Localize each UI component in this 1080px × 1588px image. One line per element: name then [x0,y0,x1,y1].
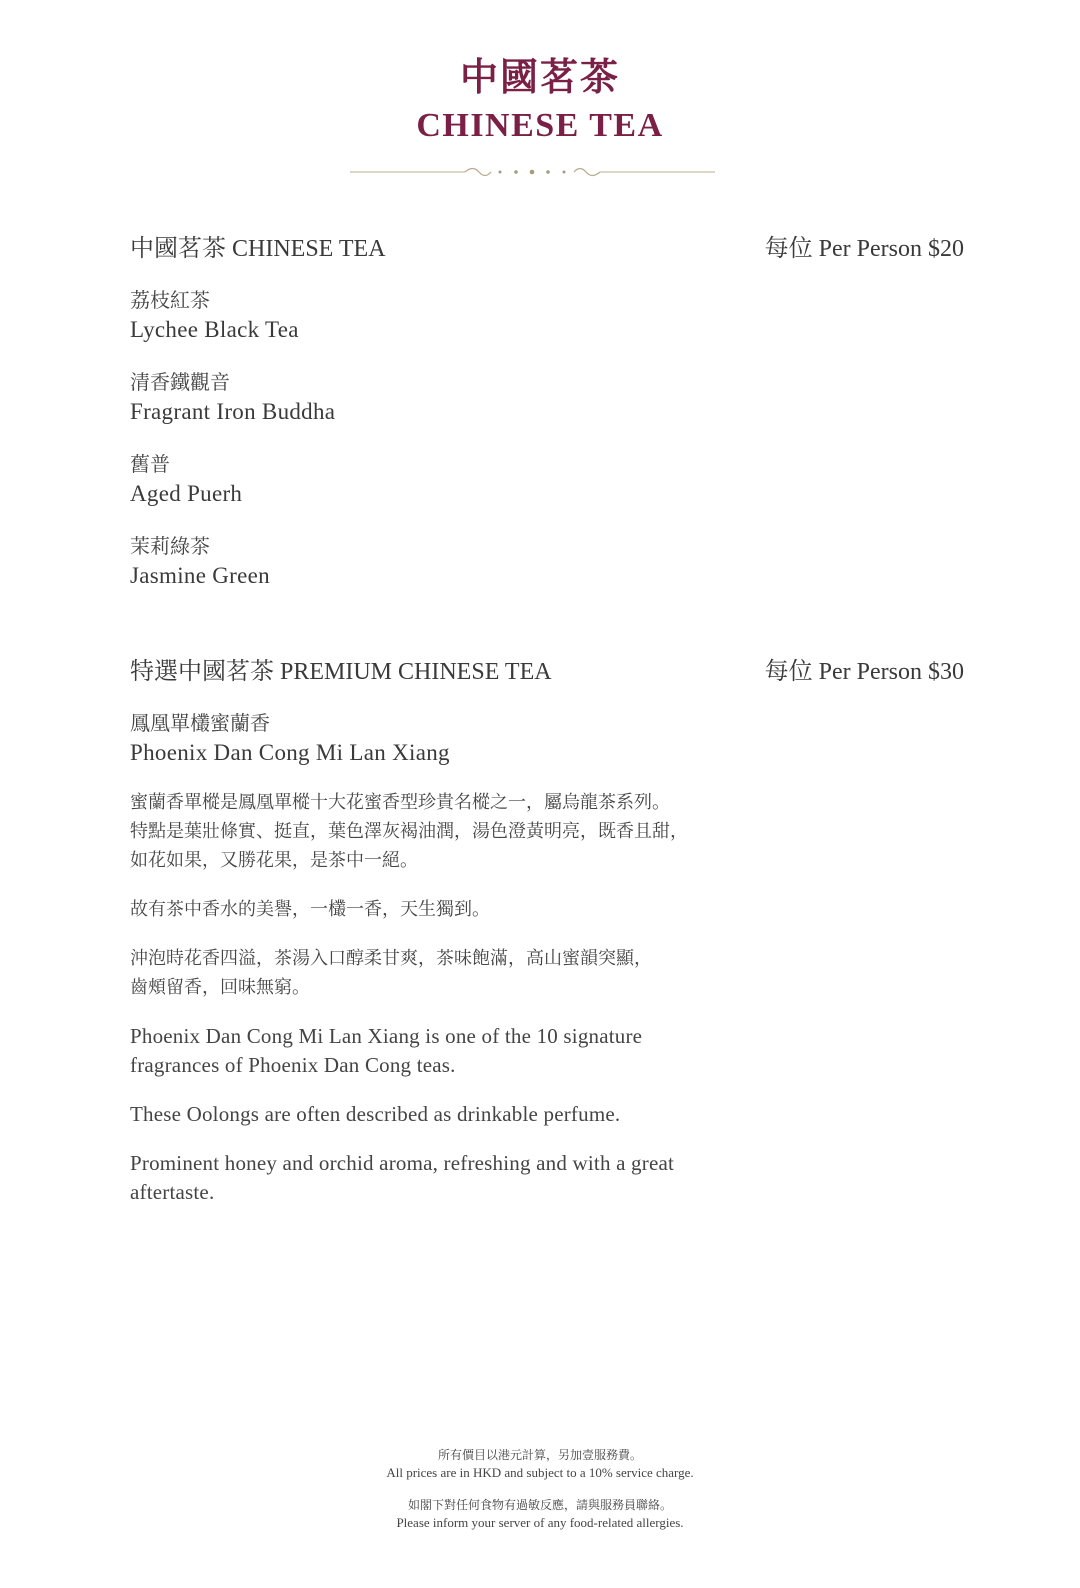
description-en-paragraph: These Oolongs are often described as drinkable perfume. [130,1102,621,1126]
item-name-zh: 清香鐵觀音 [130,370,230,394]
description-en-paragraph: Phoenix Dan Cong Mi Lan Xiang is one of the 10 signature fragrances of Phoenix Dan Cong teas. [130,1024,643,1077]
section-chinese-tea [130,233,964,591]
description-zh-paragraph: 故有茶中香水的美譽，一欉一香，天生獨到。 [130,899,490,920]
item-name-en: Fragrant Iron Buddha [130,399,336,424]
footer-text-zh: 如閣下對任何食物有過敏反應，請與服務員聯絡。 [407,1498,672,1512]
menu-item-aged-puerh [130,449,964,509]
menu-header [0,52,1080,148]
section-header [130,656,964,688]
section-title: 特選中國茗茶 PREMIUM CHINESE TEA [130,659,552,685]
menu-item-lychee [130,285,964,345]
item-name-zh: 舊普 [130,452,170,476]
item-name-en: Lychee Black Tea [130,317,299,342]
description-en-paragraph: Prominent honey and orchid aroma, refreshing and with a great aftertaste. [130,1151,675,1204]
title-chinese: 中國茗茶 [459,54,620,99]
footer-service-charge [0,1446,1080,1482]
section-header [130,233,964,265]
section-title: 中國茗茶 CHINESE TEA [130,236,386,262]
menu-item-iron-buddha [130,367,964,427]
item-name-en: Phoenix Dan Cong Mi Lan Xiang [130,740,450,765]
description-zh-paragraph: 沖泡時花香四溢，茶湯入口醇柔甘爽，茶味飽滿，高山蜜韻突顯， 齒頰留香，回味無窮。 [130,948,652,998]
menu-item-jasmine-green [130,531,964,591]
title-english: CHINESE TEA [416,107,664,144]
item-name-en: Jasmine Green [130,563,270,588]
item-name-zh: 鳳凰單欉蜜蘭香 [130,711,270,735]
section-price: 每位 Per Person $20 [764,236,964,262]
section-premium-chinese-tea [130,656,964,768]
ornamental-divider-icon [350,160,715,184]
item-description [130,788,790,1227]
footer-text-en: Please inform your server of any food-related allergies. [396,1515,684,1530]
description-zh-paragraph: 蜜蘭香單樅是鳳凰單樅十大花蜜香型珍貴名樅之一，屬烏龍茶系列。 特點是葉壯條實、挺直，葉色澤灰褐油潤，湯色澄黃明亮，既香且甜， 如花如果，又勝花果，是茶中一絕。 [130,792,688,871]
footer-allergy-notice [0,1496,1080,1532]
section-price: 每位 Per Person $30 [764,659,964,685]
item-name-zh: 茉莉綠茶 [130,534,210,558]
footer-text-zh: 所有價目以港元計算，另加壹服務費。 [437,1448,642,1462]
item-name-zh: 荔枝紅茶 [130,288,210,312]
item-name-en: Aged Puerh [130,481,243,506]
menu-item-phoenix-dan-cong [130,708,964,768]
footer-text-en: All prices are in HKD and subject to a 10% service charge. [386,1465,694,1480]
